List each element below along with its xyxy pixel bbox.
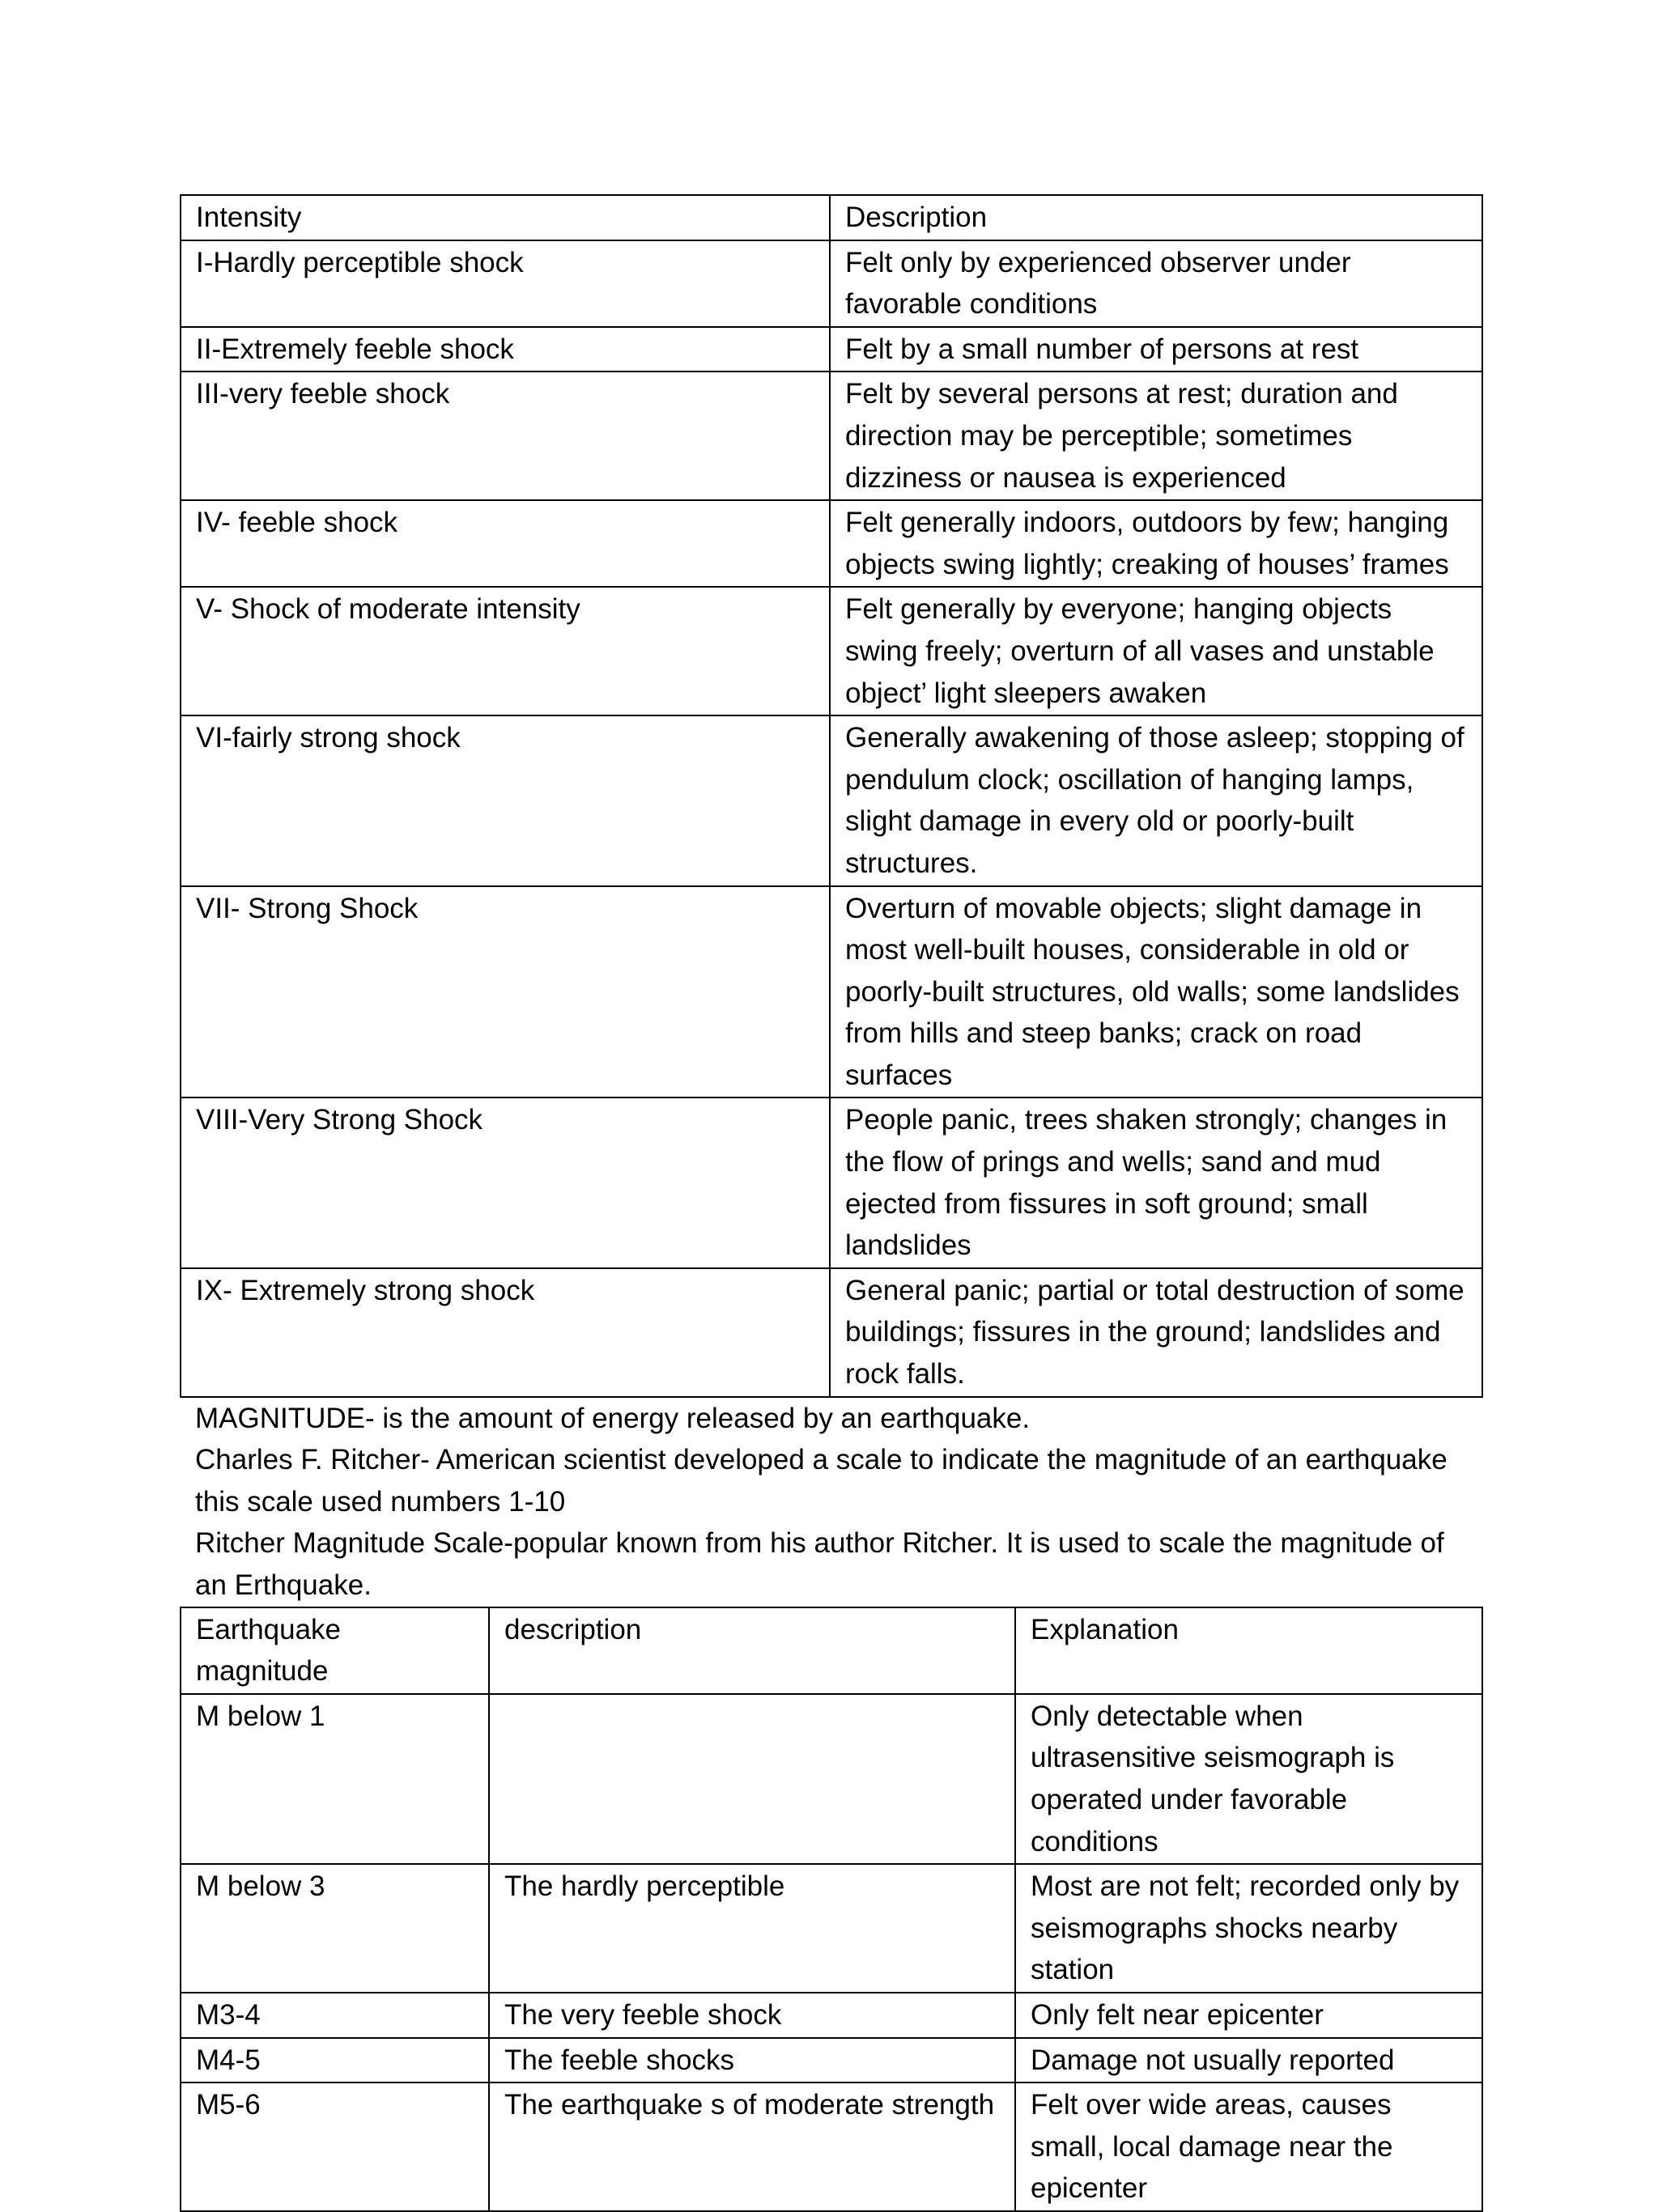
table-row bbox=[181, 1268, 1482, 1397]
explanation-cell: Only felt near epicenter bbox=[1015, 1993, 1482, 2038]
description-cell: The earthquake s of moderate strength bbox=[489, 2083, 1015, 2211]
magnitude-cell: M5-6 bbox=[181, 2083, 489, 2211]
header-cell-description: Description bbox=[830, 195, 1482, 240]
table-row bbox=[181, 1694, 1482, 1864]
magnitude-cell: M4-5 bbox=[181, 2038, 489, 2083]
intensity-cell: IV- feeble shock bbox=[181, 500, 830, 587]
description-cell: Overturn of movable objects; slight damage in most well-built houses, considerable in old or poorly-built structures, old walls; some landslides from hills and steep banks; crack on road surfaces bbox=[830, 886, 1482, 1098]
explanation-cell: Damage not usually reported bbox=[1015, 2038, 1482, 2083]
explanation-cell: Felt over wide areas, causes small, local damage near the epicenter bbox=[1015, 2083, 1482, 2211]
table-header-row bbox=[181, 1607, 1482, 1694]
magnitude-cell: M below 1 bbox=[181, 1694, 489, 1864]
description-cell: Felt only by experienced observer under favorable conditions bbox=[830, 240, 1482, 327]
intensity-cell: VI-fairly strong shock bbox=[181, 715, 830, 885]
description-cell: General panic; partial or total destruction of some buildings; fissures in the ground; landslides and rock falls. bbox=[830, 1268, 1482, 1397]
table-row bbox=[181, 2083, 1482, 2211]
table-row bbox=[181, 327, 1482, 372]
ritcher-scale-paragraph: Ritcher Magnitude Scale-popular known from his author Ritcher. It is used to scale the magnitude of an Erthquake. bbox=[195, 1527, 1444, 1601]
intensity-table bbox=[180, 194, 1483, 1398]
description-cell: The hardly perceptible bbox=[489, 1864, 1015, 1993]
ritcher-paragraph: Charles F. Ritcher- American scientist developed a scale to indicate the magnitude of an earthquake this scale used numbers 1-10 bbox=[195, 1444, 1448, 1518]
table-row bbox=[181, 886, 1482, 1098]
table-row bbox=[181, 500, 1482, 587]
magnitude-table bbox=[180, 1607, 1483, 2212]
table-header-row bbox=[181, 195, 1482, 240]
magnitude-cell: M below 3 bbox=[181, 1864, 489, 1993]
table-row bbox=[181, 1098, 1482, 1267]
header-cell-intensity: Intensity bbox=[181, 195, 830, 240]
table-row bbox=[181, 587, 1482, 715]
explanation-cell: Most are not felt; recorded only by seismographs shocks nearby station bbox=[1015, 1864, 1482, 1993]
description-cell bbox=[489, 1694, 1015, 1864]
table-row bbox=[181, 240, 1482, 327]
description-cell: Generally awakening of those asleep; stopping of pendulum clock; oscillation of hanging lamps, slight damage in every old or poorly-built structures. bbox=[830, 715, 1482, 885]
intensity-cell: II-Extremely feeble shock bbox=[181, 327, 830, 372]
intensity-cell: V- Shock of moderate intensity bbox=[181, 587, 830, 715]
magnitude-cell: M3-4 bbox=[181, 1993, 489, 2038]
document-page bbox=[180, 194, 1482, 2212]
description-cell: The feeble shocks bbox=[489, 2038, 1015, 2083]
intensity-cell: VIII-Very Strong Shock bbox=[181, 1098, 830, 1267]
table-row bbox=[181, 2038, 1482, 2083]
header-cell-description: description bbox=[489, 1607, 1015, 1694]
table-row bbox=[181, 715, 1482, 885]
intensity-cell: VII- Strong Shock bbox=[181, 886, 830, 1098]
intensity-cell: IX- Extremely strong shock bbox=[181, 1268, 830, 1397]
description-cell: Felt by several persons at rest; duration and direction may be perceptible; sometimes dizziness or nausea is experienced bbox=[830, 371, 1482, 500]
magnitude-definition: MAGNITUDE- is the amount of energy released by an earthquake. bbox=[195, 1402, 1031, 1434]
intensity-cell: I-Hardly perceptible shock bbox=[181, 240, 830, 327]
table-row bbox=[181, 371, 1482, 500]
explanation-cell: Only detectable when ultrasensitive seismograph is operated under favorable conditions bbox=[1015, 1694, 1482, 1864]
header-cell-magnitude: Earthquake magnitude bbox=[181, 1607, 489, 1694]
magnitude-text-block bbox=[180, 1398, 1482, 1607]
description-cell: The very feeble shock bbox=[489, 1993, 1015, 2038]
description-cell: People panic, trees shaken strongly; changes in the flow of prings and wells; sand and mud ejected from fissures in soft ground; small landslides bbox=[830, 1098, 1482, 1267]
description-cell: Felt by a small number of persons at rest bbox=[830, 327, 1482, 372]
intensity-cell: III-very feeble shock bbox=[181, 371, 830, 500]
header-cell-explanation: Explanation bbox=[1015, 1607, 1482, 1694]
description-cell: Felt generally indoors, outdoors by few; hanging objects swing lightly; creaking of houses’ frames bbox=[830, 500, 1482, 587]
table-row bbox=[181, 1993, 1482, 2038]
description-cell: Felt generally by everyone; hanging objects swing freely; overturn of all vases and unstable object’ light sleepers awaken bbox=[830, 587, 1482, 715]
table-row bbox=[181, 1864, 1482, 1993]
